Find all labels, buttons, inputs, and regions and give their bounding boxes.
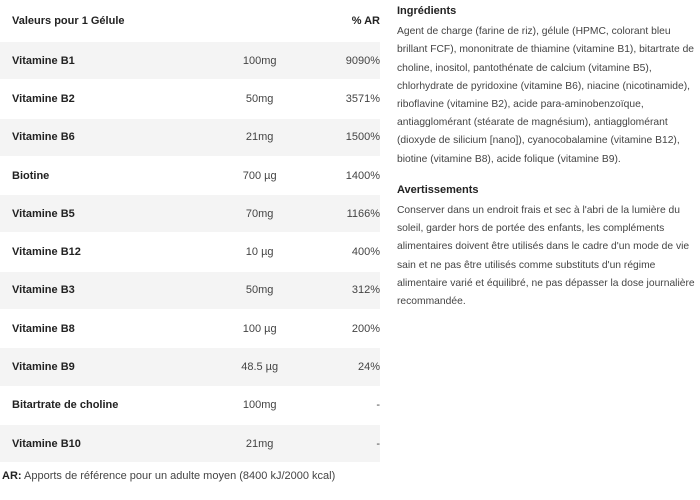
nutrient-name: Vitamine B10 <box>12 437 81 450</box>
nutrient-ar-percent: 9090% <box>345 54 381 67</box>
nutrient-amount: 700 µg <box>242 169 277 182</box>
table-row <box>0 272 380 310</box>
nutrient-name: Vitamine B3 <box>12 284 75 297</box>
table-row <box>0 233 380 271</box>
nutrient-amount: 50mg <box>245 92 274 105</box>
nutrient-ar-percent: 1166% <box>346 207 381 220</box>
table-row <box>0 387 380 425</box>
info-column <box>397 2 695 311</box>
nutrient-amount: 10 µg <box>245 246 274 259</box>
nutrient-ar-percent: - <box>376 399 381 412</box>
header-values-label: Valeurs pour 1 Gélule <box>12 14 125 27</box>
nutrient-ar-percent: 24% <box>357 361 381 374</box>
ingredients-title: Ingrédients <box>397 5 457 17</box>
footnote-label: AR: <box>2 470 22 482</box>
nutrient-ar-percent: 312% <box>351 284 381 297</box>
nutrient-amount: 21mg <box>245 437 274 450</box>
nutrient-amount: 70mg <box>245 207 274 220</box>
nutrient-name: Vitamine B5 <box>12 207 75 220</box>
nutrient-ar-percent: 200% <box>351 322 381 335</box>
nutrient-amount: 100mg <box>242 399 277 412</box>
header-ar-label: % AR <box>351 14 381 27</box>
nutrient-amount: 50mg <box>245 284 274 297</box>
nutrient-ar-percent: - <box>376 437 381 450</box>
warnings-title: Avertissements <box>397 183 479 196</box>
ingredients-text: Agent de charge (farine de riz), gélule (HPMC, colorant bleu brillant FCF), mononitrate de thiamine (vitamine B1), bitartrate de choline, inositol, pantothénate de calcium (vitamine B5), chlorhydrate de pyridoxine (vitamine B6), niacine (nicotinamide), riboflavine (vitamine B2), acide para-aminobenzoïque, antiagglomérant (stéarate de magnésium), antiagglomérant (dioxyde de silicium [nano]), cyanocobalamine (vitamine B12), biotine (vitamine B8), acide folique (vitamine B9). <box>397 26 695 165</box>
nutrient-name: Biotine <box>12 169 50 182</box>
nutrient-name: Vitamine B1 <box>12 54 75 67</box>
ar-footnote <box>2 470 335 482</box>
table-row <box>0 195 380 233</box>
nutrient-ar-percent: 1400% <box>345 169 381 182</box>
nutrient-ar-percent: 400% <box>351 246 381 259</box>
nutrient-ar-percent: 3571% <box>345 92 381 105</box>
table-row <box>0 80 380 118</box>
nutrient-name: Vitamine B9 <box>12 361 75 374</box>
table-row <box>0 310 380 348</box>
table-row <box>0 425 380 463</box>
nutrient-name: Vitamine B12 <box>12 246 81 259</box>
footnote-text: Apports de référence pour un adulte moyen (8400 kJ/2000 kcal) <box>21 470 336 482</box>
nutrient-ar-percent: 1500% <box>345 131 381 144</box>
nutrient-amount: 100 µg <box>242 322 277 335</box>
table-header-row <box>0 0 380 42</box>
table-row <box>0 42 380 80</box>
nutrient-name: Vitamine B2 <box>12 92 75 105</box>
table-row <box>0 157 380 195</box>
nutrient-name: Bitartrate de choline <box>12 399 119 412</box>
table-row <box>0 348 380 386</box>
nutrient-amount: 48.5 µg <box>241 361 279 374</box>
nutrient-amount: 100mg <box>242 54 277 67</box>
nutrient-name: Vitamine B6 <box>12 131 75 144</box>
nutrient-name: Vitamine B8 <box>12 322 75 335</box>
warnings-text: Conserver dans un endroit frais et sec à l'abri de la lumière du soleil, garder hors de portée des enfants, les compléments alimentaires doivent être utilisés dans le cadre d'un mode de vie sain et ne pas être utilisés comme substituts d'un régime alimentaire varié et équilibré, ne pas dépasser la dose journalière recommandée. <box>397 205 695 308</box>
table-row <box>0 119 380 157</box>
table-body <box>0 42 380 463</box>
nutrient-amount: 21mg <box>245 131 274 144</box>
